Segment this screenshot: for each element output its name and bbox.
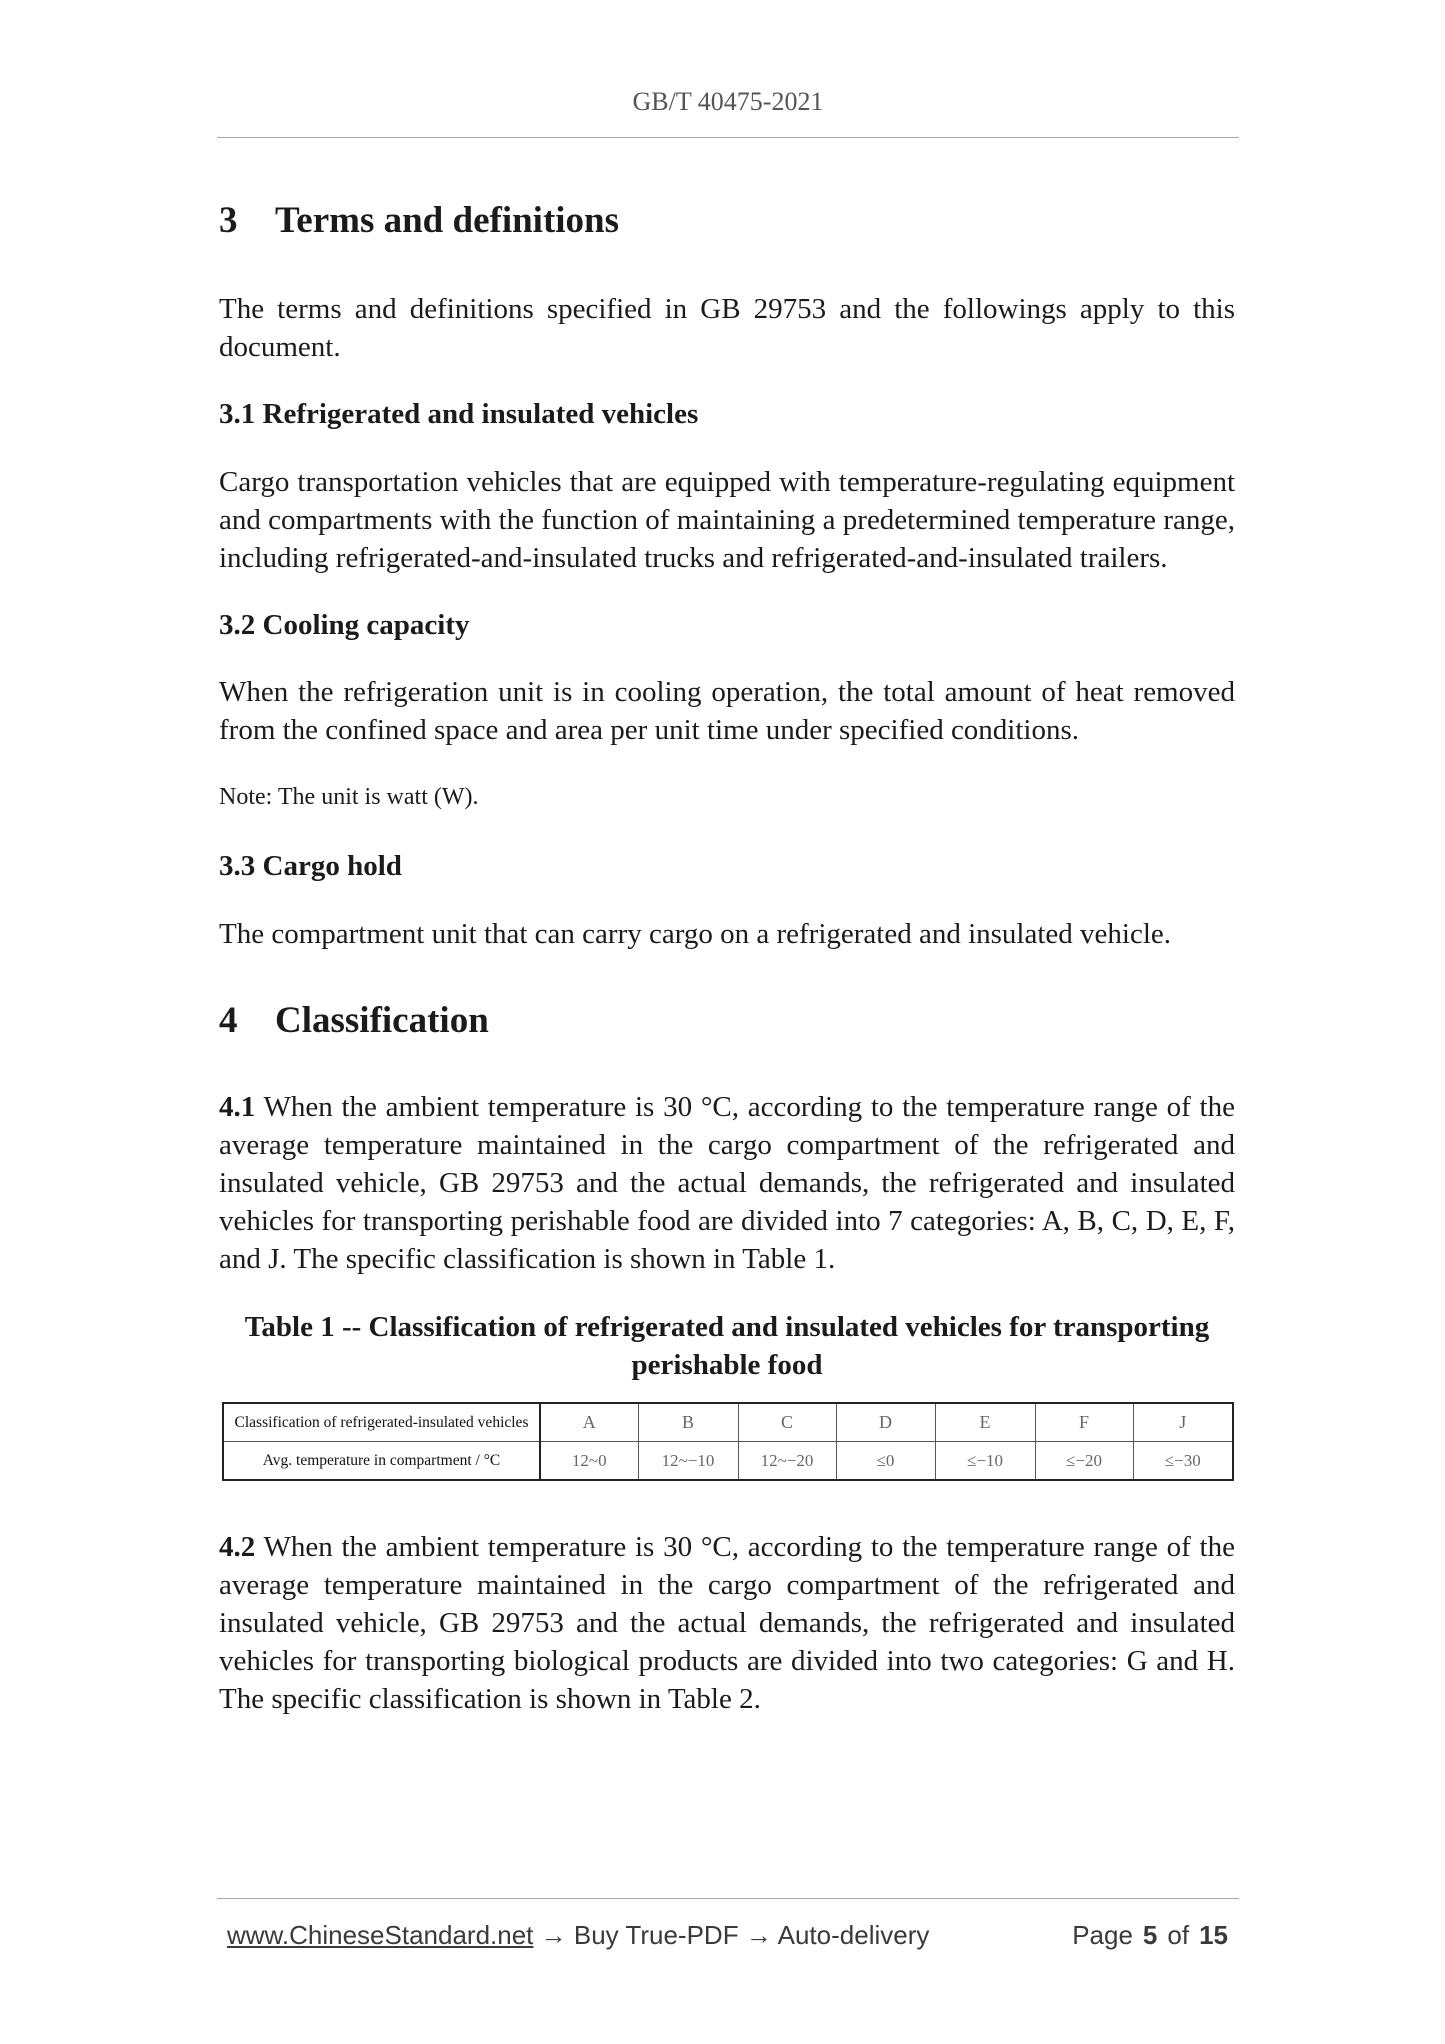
- auto-delivery-text: Auto-delivery: [777, 1920, 930, 1950]
- class-cell-b: B: [638, 1403, 738, 1442]
- page-label: Page: [1072, 1920, 1133, 1950]
- clause-4-1-label: 4.1: [219, 1091, 256, 1123]
- class-cell-e: E: [935, 1403, 1035, 1442]
- term-3-2-note: Note: The unit is watt (W).: [219, 784, 479, 810]
- page-number: 5: [1142, 1920, 1158, 1950]
- table-row-temperature: [223, 1442, 1233, 1481]
- section-4-heading: [219, 999, 1235, 1043]
- footer-rule: [217, 1898, 1239, 1899]
- term-3-3-heading: 3.3 Cargo hold: [219, 850, 402, 882]
- section-4-number: 4: [219, 1000, 238, 1041]
- temp-cell-c: 12~−20: [738, 1442, 836, 1481]
- table-row-classification: [223, 1403, 1233, 1442]
- buy-pdf-text: Buy True-PDF: [573, 1920, 739, 1950]
- total-pages: 15: [1199, 1920, 1228, 1950]
- arrow-right-icon: →: [745, 1920, 772, 1950]
- row-header-classification: Classification of refrigerated-insulated vehicles: [223, 1403, 540, 1442]
- row-header-temperature: Avg. temperature in compartment / °C: [223, 1442, 540, 1481]
- clause-4-2-text: When the ambient temperature is 30 °C, according to the temperature range of the average temperature maintained in the cargo compartment of the refrigerated and insulated vehicle, GB 29753 and the actual demands, the refrigerated and insulated vehicles for transporting biological products are divided into two categories: G and H. The specific classification is shown in Table 2.: [219, 1531, 1235, 1715]
- temp-cell-j: ≤−30: [1133, 1442, 1233, 1481]
- clause-4-2-label: 4.2: [219, 1531, 256, 1563]
- term-3-1-heading: 3.1 Refrigerated and insulated vehicles: [219, 398, 699, 430]
- clause-4-1: [219, 1088, 1235, 1278]
- document-id-header: GB/T 40475-2021: [632, 87, 824, 116]
- page-indicator: [1072, 1917, 1228, 1953]
- class-cell-a: A: [540, 1403, 638, 1442]
- class-cell-j: J: [1133, 1403, 1233, 1442]
- class-cell-f: F: [1035, 1403, 1133, 1442]
- section-3-title: Terms and definitions: [275, 200, 620, 241]
- term-3-3-definition: The compartment unit that can carry cargo on a refrigerated and insulated vehicle.: [219, 918, 1172, 950]
- term-3-1-definition: Cargo transportation vehicles that are equipped with temperature-regulating equipment and compartments with the function of maintaining a predetermined temperature range, including refrigerated-and-insulated trucks and refrigerated-and-insulated trailers.: [219, 466, 1235, 574]
- clause-4-2: [219, 1528, 1235, 1718]
- term-3-2-heading: 3.2 Cooling capacity: [219, 609, 470, 641]
- section-4-title: Classification: [275, 1000, 489, 1041]
- class-cell-c: C: [738, 1403, 836, 1442]
- of-label: of: [1167, 1920, 1190, 1950]
- class-cell-d: D: [836, 1403, 935, 1442]
- section-3-heading: [219, 199, 1235, 243]
- temp-cell-b: 12~−10: [638, 1442, 738, 1481]
- section-3-intro: The terms and definitions specified in GB 29753 and the followings apply to this document.: [219, 293, 1235, 363]
- table-1-classification: [222, 1402, 1234, 1481]
- footer-promo: [227, 1917, 929, 1953]
- arrow-right-icon: →: [540, 1920, 567, 1950]
- term-3-2-definition: When the refrigeration unit is in cooling operation, the total amount of heat removed from the confined space and area per unit time under specified conditions.: [219, 676, 1235, 746]
- temp-cell-f: ≤−20: [1035, 1442, 1133, 1481]
- chinesestandard-link[interactable]: www.ChineseStandard.net: [227, 1920, 534, 1950]
- temp-cell-a: 12~0: [540, 1442, 638, 1481]
- table-1-caption: Table 1 -- Classification of refrigerated and insulated vehicles for transporting perishable food: [244, 1311, 1210, 1381]
- clause-4-1-text: When the ambient temperature is 30 °C, according to the temperature range of the average temperature maintained in the cargo compartment of the refrigerated and insulated vehicle, GB 29753 and the actual demands, the refrigerated and insulated vehicles for transporting perishable food are divided into 7 categories: A, B, C, D, E, F, and J. The specific classification is shown in Table 1.: [219, 1091, 1235, 1275]
- temp-cell-e: ≤−10: [935, 1442, 1035, 1481]
- section-3-number: 3: [219, 200, 238, 241]
- temp-cell-d: ≤0: [836, 1442, 935, 1481]
- header-rule: [217, 137, 1239, 138]
